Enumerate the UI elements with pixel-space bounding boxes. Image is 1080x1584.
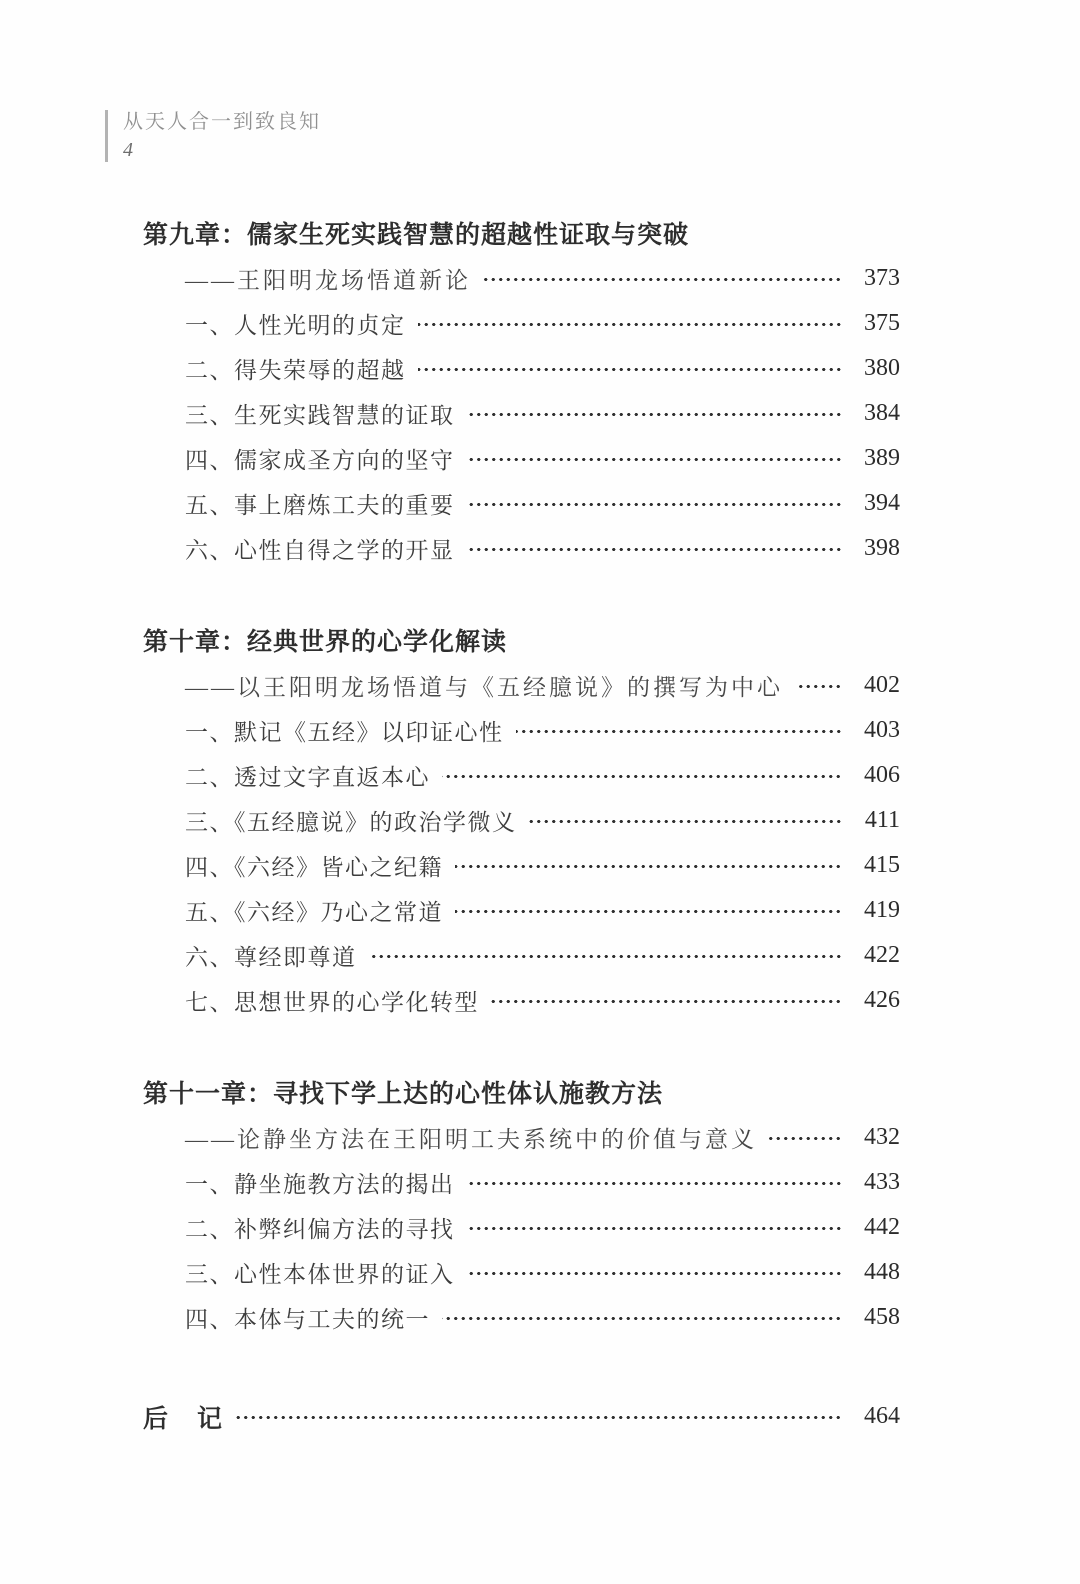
entry-page-number: 373 — [864, 265, 900, 291]
entry-label: 七、思想世界的心学化转型 — [185, 990, 479, 1015]
dot-leader — [467, 1179, 843, 1188]
dot-leader — [467, 410, 843, 419]
entry-label: 一、人性光明的贞定 — [185, 313, 406, 338]
chapter-9-block — [143, 218, 900, 571]
toc-entry — [143, 708, 900, 753]
toc-entry — [143, 526, 900, 571]
entry-label: 六、尊经即尊道 — [185, 945, 357, 970]
entry-page-number: 375 — [864, 310, 900, 336]
toc-entry — [143, 1160, 900, 1205]
dot-leader — [467, 1269, 843, 1278]
dot-leader — [369, 952, 843, 961]
dot-leader — [795, 682, 842, 691]
running-title: 从天人合一到致良知 — [123, 111, 321, 133]
toc-entry — [143, 1115, 900, 1160]
dot-leader — [418, 320, 843, 329]
dot-leader — [467, 1224, 843, 1233]
entry-label: ——王阳明龙场悟道新论 — [185, 268, 471, 293]
entry-page-number: 389 — [864, 445, 900, 471]
dot-leader — [491, 997, 842, 1006]
toc-entry-afterword — [143, 1394, 900, 1439]
toc-entry — [143, 753, 900, 798]
entry-page-number: 406 — [864, 762, 900, 788]
chapter-11-block — [143, 1077, 900, 1340]
dot-leader — [455, 907, 842, 916]
entry-page-number: 426 — [864, 987, 900, 1013]
entry-page-number: 398 — [864, 535, 900, 561]
entry-page-number: 403 — [864, 717, 900, 743]
dot-leader — [418, 365, 843, 374]
toc-entry — [143, 1250, 900, 1295]
entry-label: ——论静坐方法在王阳明工夫系统中的价值与意义 — [185, 1127, 757, 1152]
afterword-label: 后 记 — [143, 1404, 225, 1433]
dot-leader — [236, 1413, 842, 1422]
entry-page-number: 432 — [864, 1124, 900, 1150]
toc-entry — [143, 1295, 900, 1340]
dot-leader — [442, 772, 842, 781]
entry-label: 一、静坐施教方法的揭出 — [185, 1172, 455, 1197]
entry-label: 二、补弊纠偏方法的寻找 — [185, 1217, 455, 1242]
toc-entry — [143, 391, 900, 436]
entry-page-number: 380 — [864, 355, 900, 381]
entry-label: 五、《六经》乃心之常道 — [185, 900, 443, 925]
entry-label: 三、《五经臆说》的政治学微义 — [185, 810, 517, 835]
toc-entry — [143, 256, 900, 301]
entry-page-number: 464 — [864, 1403, 900, 1429]
entry-label: 三、生死实践智慧的证取 — [185, 403, 455, 428]
chapter-11-title: 第十一章：寻找下学上达的心性体认施教方法 — [143, 1080, 664, 1108]
back-matter-block — [143, 1394, 900, 1439]
entry-label: 五、事上磨炼工夫的重要 — [185, 493, 455, 518]
dot-leader — [442, 1314, 842, 1323]
table-of-contents — [143, 218, 900, 1439]
entry-label: 四、本体与工夫的统一 — [185, 1307, 430, 1332]
toc-entry — [143, 798, 900, 843]
entry-page-number: 415 — [864, 852, 900, 878]
entry-label: 六、心性自得之学的开显 — [185, 538, 455, 563]
entry-label: ——以王阳明龙场悟道与《五经臆说》的撰写为中心 — [185, 675, 783, 700]
entry-label: 四、《六经》皆心之纪籍 — [185, 855, 443, 880]
entry-page-number: 422 — [864, 942, 900, 968]
toc-entry — [143, 481, 900, 526]
dot-leader — [769, 1134, 842, 1143]
entry-label: 二、透过文字直返本心 — [185, 765, 430, 790]
dot-leader — [483, 275, 842, 284]
toc-entry — [143, 933, 900, 978]
entry-page-number: 419 — [864, 897, 900, 923]
entry-page-number: 411 — [864, 807, 900, 833]
toc-entry — [143, 436, 900, 481]
toc-entry — [143, 843, 900, 888]
dot-leader — [467, 500, 843, 509]
entry-page-number: 458 — [864, 1304, 900, 1330]
dot-leader — [529, 817, 843, 826]
entry-page-number: 433 — [864, 1169, 900, 1195]
dot-leader — [467, 545, 843, 554]
entry-page-number: 448 — [864, 1259, 900, 1285]
chapter-10-title: 第十章：经典世界的心学化解读 — [143, 628, 508, 656]
chapter-10-block — [143, 625, 900, 1023]
dot-leader — [455, 862, 842, 871]
chapter-9-title: 第九章：儒家生死实践智慧的超越性证取与突破 — [143, 221, 690, 249]
entry-label: 三、心性本体世界的证入 — [185, 1262, 455, 1287]
toc-entry — [143, 346, 900, 391]
dot-leader — [516, 727, 843, 736]
toc-entry — [143, 301, 900, 346]
entry-page-number: 384 — [864, 400, 900, 426]
folio-page-number: 4 — [123, 139, 133, 161]
running-header — [105, 110, 321, 162]
toc-entry — [143, 888, 900, 933]
dot-leader — [467, 455, 843, 464]
entry-page-number: 442 — [864, 1214, 900, 1240]
entry-page-number: 394 — [864, 490, 900, 516]
entry-page-number: 402 — [864, 672, 900, 698]
entry-label: 四、儒家成圣方向的坚守 — [185, 448, 455, 473]
entry-label: 一、默记《五经》以印证心性 — [185, 720, 504, 745]
entry-label: 二、得失荣辱的超越 — [185, 358, 406, 383]
toc-entry — [143, 663, 900, 708]
toc-entry — [143, 978, 900, 1023]
toc-entry — [143, 1205, 900, 1250]
